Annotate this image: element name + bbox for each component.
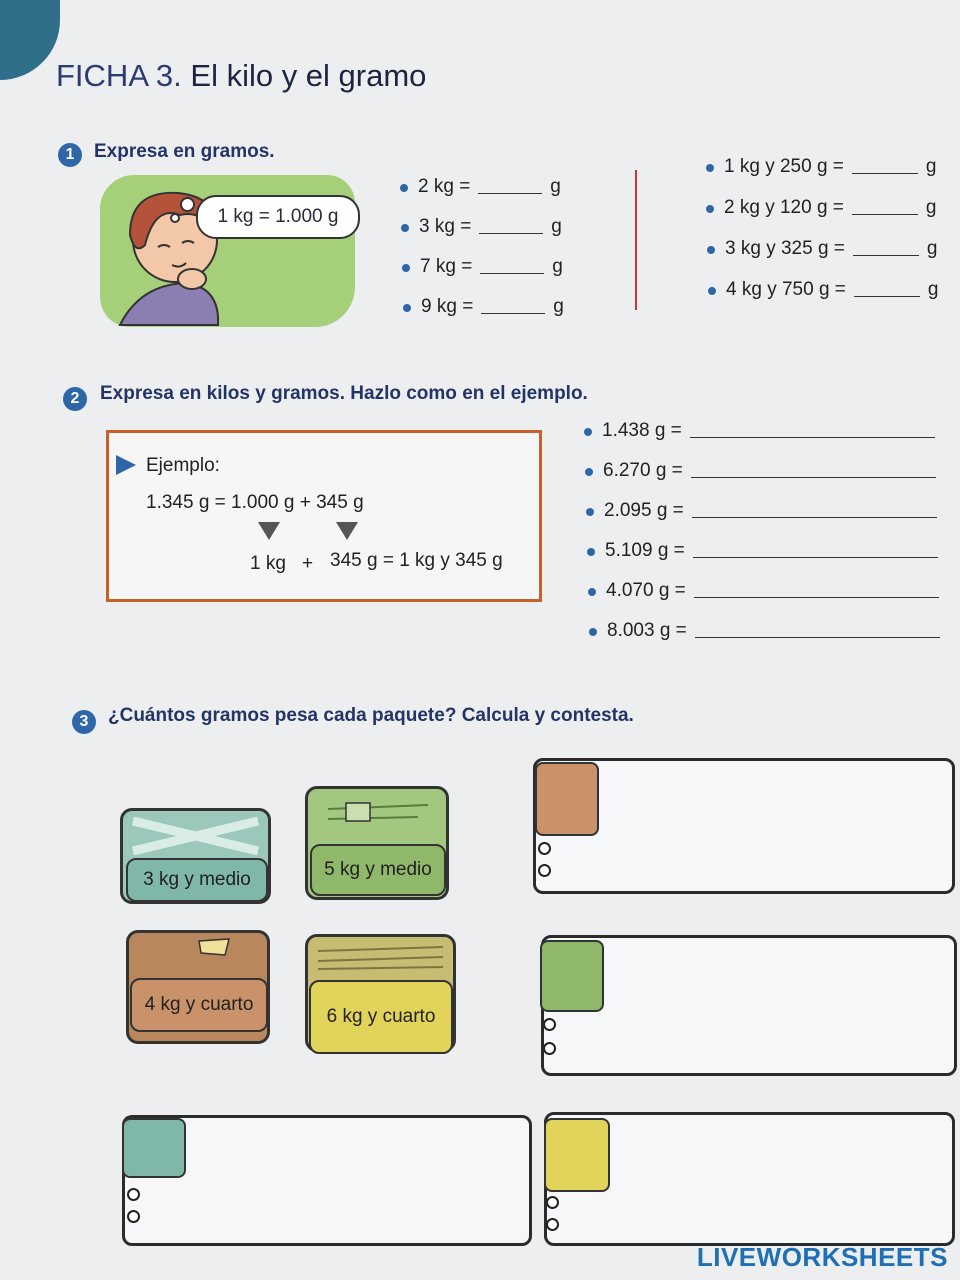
example-label: Ejemplo: xyxy=(146,455,220,476)
answer-blank[interactable] xyxy=(694,597,939,598)
ex1-left-label: 7 kg = xyxy=(420,256,473,277)
unit-label: g xyxy=(550,176,561,197)
package-label: 4 kg y cuarto xyxy=(130,978,268,1032)
unit-label: g xyxy=(553,296,564,317)
ex2-label: 8.003 g = xyxy=(607,620,687,641)
package-thumbnail-yellow xyxy=(544,1118,610,1192)
answer-blank[interactable] xyxy=(854,296,920,297)
thought-bubble-small-dot xyxy=(170,213,180,223)
ex1-left-label: 3 kg = xyxy=(419,216,472,237)
layers-icon xyxy=(308,937,453,977)
ex2-label: 6.270 g = xyxy=(603,460,683,481)
example-line-2-result: 345 g = 1 kg y 345 g xyxy=(330,550,503,571)
answer-blank[interactable] xyxy=(479,233,543,234)
exercise-1-instruction: Expresa en gramos. xyxy=(94,141,275,162)
ex2-item xyxy=(589,620,948,642)
title-name: El kilo y el gramo xyxy=(190,58,427,93)
title-ficha: FICHA 3. xyxy=(56,58,182,93)
exercise-3-number: 3 xyxy=(72,710,96,734)
bullet xyxy=(400,184,408,192)
answer-blank[interactable] xyxy=(691,477,936,478)
answer-blank[interactable] xyxy=(852,173,918,174)
binder-ring-icon xyxy=(543,1018,556,1031)
ex2-label: 5.109 g = xyxy=(605,540,685,561)
ex1-left-item xyxy=(401,216,562,238)
binder-ring-icon xyxy=(538,864,551,877)
example-line-2-kg: 1 kg xyxy=(250,553,286,574)
bullet xyxy=(401,224,409,232)
answer-blank[interactable] xyxy=(853,255,919,256)
example-line-1: 1.345 g = 1.000 g + 345 g xyxy=(146,492,364,513)
ex1-left-label: 2 kg = xyxy=(418,176,471,197)
play-triangle-icon xyxy=(116,455,138,475)
unit-label: g xyxy=(551,216,562,237)
unit-label: g xyxy=(927,279,939,300)
binder-ring-icon xyxy=(127,1188,140,1201)
down-arrow-icon xyxy=(336,522,358,540)
bullet xyxy=(585,468,593,476)
thought-bubble-dot xyxy=(180,197,195,212)
package-label: 6 kg y cuarto xyxy=(309,980,453,1054)
package-label: 3 kg y medio xyxy=(126,858,268,902)
ex1-left-item xyxy=(400,176,561,198)
ex1-right-label: 3 kg y 325 g = xyxy=(725,238,845,259)
answer-blank[interactable] xyxy=(852,214,918,215)
page-corner-decoration xyxy=(0,0,60,80)
answer-blank[interactable] xyxy=(693,557,938,558)
ex2-item xyxy=(584,420,943,442)
ex1-left-label: 9 kg = xyxy=(421,296,474,317)
bullet xyxy=(589,628,597,636)
bullet xyxy=(708,287,716,295)
liveworksheets-logo[interactable]: LIVEWORKSHEETS xyxy=(696,1242,948,1272)
binder-ring-icon xyxy=(546,1218,559,1231)
ex1-right-label: 2 kg y 120 g = xyxy=(724,197,844,218)
ex2-item xyxy=(588,580,947,602)
answer-blank[interactable] xyxy=(692,517,937,518)
package-thumbnail-teal xyxy=(122,1118,186,1178)
ex2-label: 1.438 g = xyxy=(602,420,682,441)
ex2-label: 4.070 g = xyxy=(606,580,686,601)
unit-label: g xyxy=(926,238,938,259)
answer-blank[interactable] xyxy=(481,313,545,314)
exercise-1-number: 1 xyxy=(58,143,82,167)
ex1-left-item xyxy=(403,296,564,318)
bullet xyxy=(706,164,714,172)
exercise-2-instruction: Expresa en kilos y gramos. Hazlo como en el ejemplo. xyxy=(100,383,588,404)
ex1-right-item xyxy=(708,279,938,301)
down-arrow-icon xyxy=(258,522,280,540)
paper-note-icon xyxy=(129,933,267,963)
page-title xyxy=(56,58,426,94)
ex1-right-item xyxy=(706,156,936,178)
bullet xyxy=(402,264,410,272)
ex1-right-item xyxy=(706,197,936,219)
example-plus: + xyxy=(302,553,314,574)
binder-ring-icon xyxy=(127,1210,140,1223)
ex2-item xyxy=(587,540,946,562)
bullet xyxy=(584,428,592,436)
package-thumbnail-green xyxy=(540,940,604,1012)
unit-label: g xyxy=(925,197,937,218)
bullet xyxy=(588,588,596,596)
bullet xyxy=(587,548,595,556)
tape-icon xyxy=(308,789,446,839)
package-label: 5 kg y medio xyxy=(310,844,446,896)
answer-blank[interactable] xyxy=(478,193,542,194)
ex2-item xyxy=(585,460,944,482)
column-divider xyxy=(635,170,637,310)
ex2-item xyxy=(586,500,945,522)
tape-cross-icon xyxy=(123,811,268,861)
unit-label: g xyxy=(925,156,937,177)
unit-label: g xyxy=(552,256,563,277)
binder-ring-icon xyxy=(546,1196,559,1209)
bullet xyxy=(706,205,714,213)
answer-blank[interactable] xyxy=(690,437,935,438)
bullet xyxy=(403,304,411,312)
binder-ring-icon xyxy=(543,1042,556,1055)
ex1-right-label: 1 kg y 250 g = xyxy=(724,156,844,177)
binder-ring-icon xyxy=(538,842,551,855)
exercise-2-number: 2 xyxy=(63,387,87,411)
ex1-right-item xyxy=(707,238,937,260)
bullet xyxy=(707,246,715,254)
package-thumbnail-brown xyxy=(535,762,599,836)
bullet xyxy=(586,508,594,516)
thought-bubble: 1 kg = 1.000 g xyxy=(196,195,360,239)
ex2-label: 2.095 g = xyxy=(604,500,684,521)
answer-blank[interactable] xyxy=(695,637,940,638)
exercise-3-instruction: ¿Cuántos gramos pesa cada paquete? Calcula y contesta. xyxy=(108,705,634,726)
ex1-right-label: 4 kg y 750 g = xyxy=(726,279,846,300)
ex1-left-item xyxy=(402,256,563,278)
answer-blank[interactable] xyxy=(480,273,544,274)
